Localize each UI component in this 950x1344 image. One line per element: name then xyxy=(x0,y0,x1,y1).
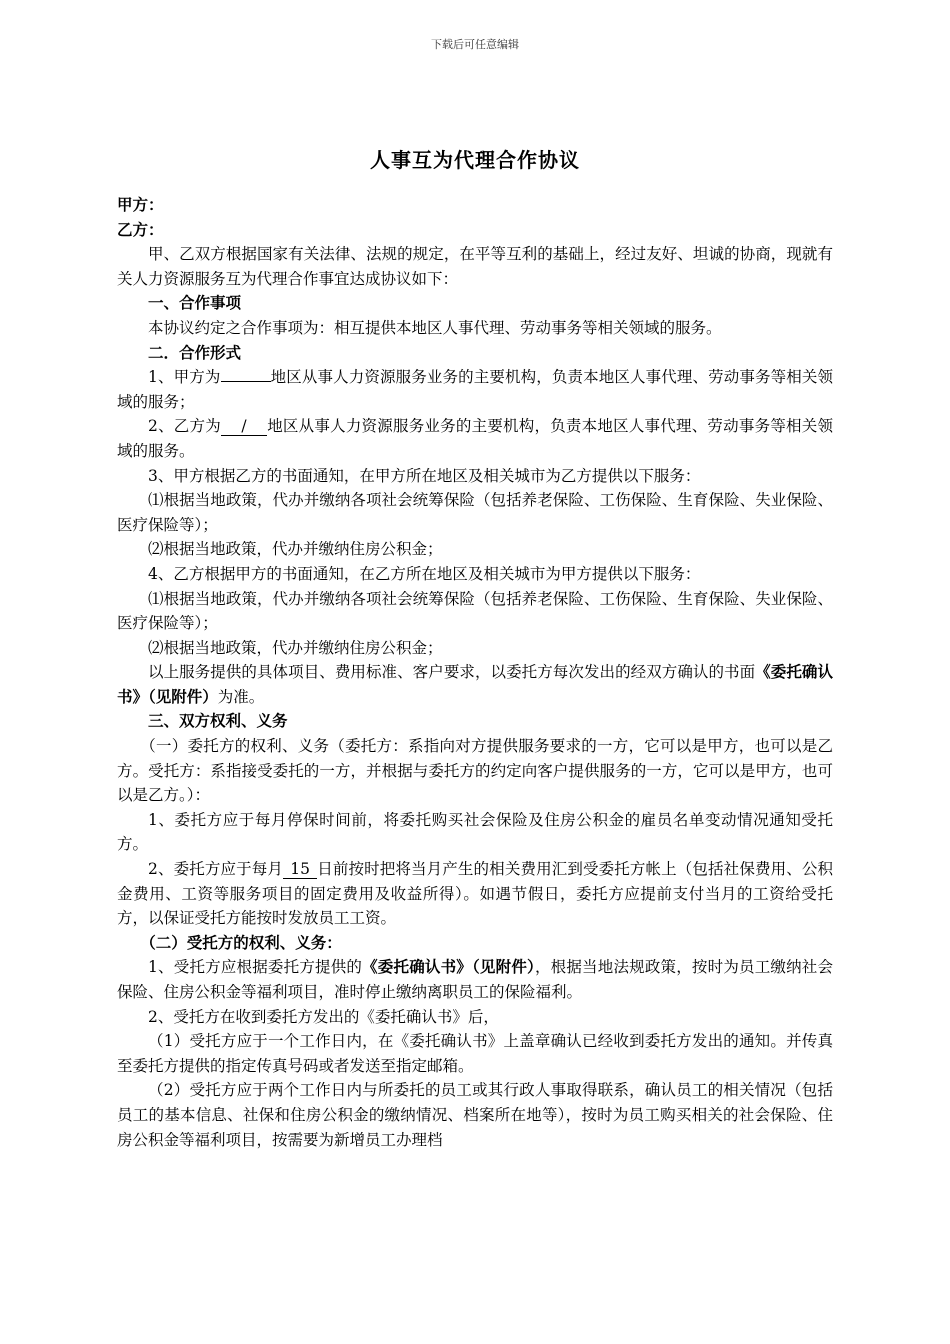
party-a-label: 甲方： xyxy=(117,195,164,214)
section2-heading: 二．合作形式 xyxy=(148,342,242,362)
section3-heading: 三、双方权利、义务 xyxy=(148,711,288,731)
section2-item4-sub2: ⑵根据当地政策，代办并缴纳住房公积金； xyxy=(148,638,443,657)
section2-item4-sub1: ⑴根据当地政策，代办并缴纳各项社会统筹保险（包括养老保险、工伤保险、生育保险、失业保险、医疗保险等）； xyxy=(117,589,833,633)
section3-sub1-item1: 1、委托方应于每月停保时间前，将委托购买社会保险及住房公积金的雇员名单变动情况通知受托方。 xyxy=(117,810,833,854)
section2-item3: 3、甲方根据乙方的书面通知，在甲方所在地区及相关城市为乙方提供以下服务： xyxy=(148,466,701,485)
section2-item4: 4、乙方根据甲方的书面通知，在乙方所在地区及相关城市为甲方提供以下服务： xyxy=(148,564,701,583)
sub1-item2-day: 15 xyxy=(283,860,317,879)
section2-closing xyxy=(117,660,833,709)
item2-prefix: 2、乙方为 xyxy=(148,417,221,436)
sub1-item2-prefix: 2、委托方应于每月 xyxy=(148,860,284,879)
section3-sub2-item2: 2、受托方在收到委托方发出的《委托确认书》后， xyxy=(148,1007,499,1026)
sub2-item1-suffix: ，根据当地法规政策，按时为员工缴纳社会保险、住房公积金等福利项目，准时停止缴纳离职员工的保险福利。 xyxy=(117,958,833,1001)
closing-suffix: 为准。 xyxy=(217,687,265,706)
item2-blank: / xyxy=(221,417,267,436)
section2-item2 xyxy=(117,414,833,463)
section2-item3-sub2: ⑵根据当地政策，代办并缴纳住房公积金； xyxy=(148,540,443,559)
section3-sub2-heading: （二）受托方的权利、义务： xyxy=(140,932,342,952)
party-b-label: 乙方： xyxy=(117,219,164,239)
section3-sub1-text: （一）委托方的权利、义务（委托方：系指向对方提供服务要求的一方，它可以是甲方，也可以是乙方。受托方：系指接受委托的一方，并根据与委托方的约定向客户提供服务的一方，它可以是甲方，也可以是乙方。）： xyxy=(117,737,833,805)
section1-text: 本协议约定之合作事项为：相互提供本地区人事代理、劳动事务等相关领域的服务。 xyxy=(148,318,722,337)
item1-blank xyxy=(221,381,271,382)
section3-sub2-item2-b: （2）受托方应于两个工作日内与所委托的员工或其行政人事取得联系，确认员工的相关情况（包括员工的基本信息、社保和住房公积金的缴纳情况、档案所在地等），按时为员工购买相关的社会保险、住房公积金等福利项目，按需要为新增员工办理档 xyxy=(117,1081,833,1149)
sub1-item2-suffix: 日前按时把将当月产生的相关费用汇到受委托方帐上（包括社保费用、公积金费用、工资等服务项目的固定费用及收益所得）。如遇节假日，委托方应提前支付当月的工资给受托方，以保证受托方能按时发放员工工资。 xyxy=(117,860,833,928)
section2-item1 xyxy=(117,365,833,414)
section3-sub1-item2 xyxy=(117,857,833,931)
item1-suffix: 地区从事人力资源服务业务的主要机构，负责本地区人事代理、劳动事务等相关领域的服务； xyxy=(117,368,833,411)
closing-bold: 《委托确认书》（见附件） xyxy=(117,662,833,706)
section1-heading: 一、合作事项 xyxy=(148,293,242,313)
item2-suffix: 地区从事人力资源服务业务的主要机构，负责本地区人事代理、劳动事务等相关领域的服务。 xyxy=(117,417,833,460)
document-body xyxy=(117,193,833,1152)
section3-sub2-item2-a: （1）受托方应于一个工作日内，在《委托确认书》上盖章确认已经收到委托方发出的通知。并传真至委托方提供的指定传真号码或者发送至指定邮箱。 xyxy=(117,1032,833,1075)
header-note: 下载后可任意编辑 xyxy=(431,38,519,51)
section3-sub2-item1 xyxy=(117,955,833,1004)
sub2-item1-prefix: 1、受托方应根据委托方提供的 xyxy=(148,958,363,977)
intro-paragraph: 甲、乙双方根据国家有关法律、法规的规定，在平等互利的基础上，经过友好、坦诚的协商，现就有关人力资源服务互为代理合作事宜达成协议如下： xyxy=(117,245,833,288)
section2-item3-sub1: ⑴根据当地政策，代办并缴纳各项社会统筹保险（包括养老保险、工伤保险、生育保险、失业保险、医疗保险等）； xyxy=(117,491,833,534)
document-title: 人事互为代理合作协议 xyxy=(370,148,580,172)
item1-prefix: 1、甲方为 xyxy=(148,368,221,387)
closing-prefix: 以上服务提供的具体项目、费用标准、客户要求，以委托方每次发出的经双方确认的书面 xyxy=(148,663,756,682)
sub2-item1-bold: 《委托确认书》（见附件） xyxy=(362,957,535,977)
